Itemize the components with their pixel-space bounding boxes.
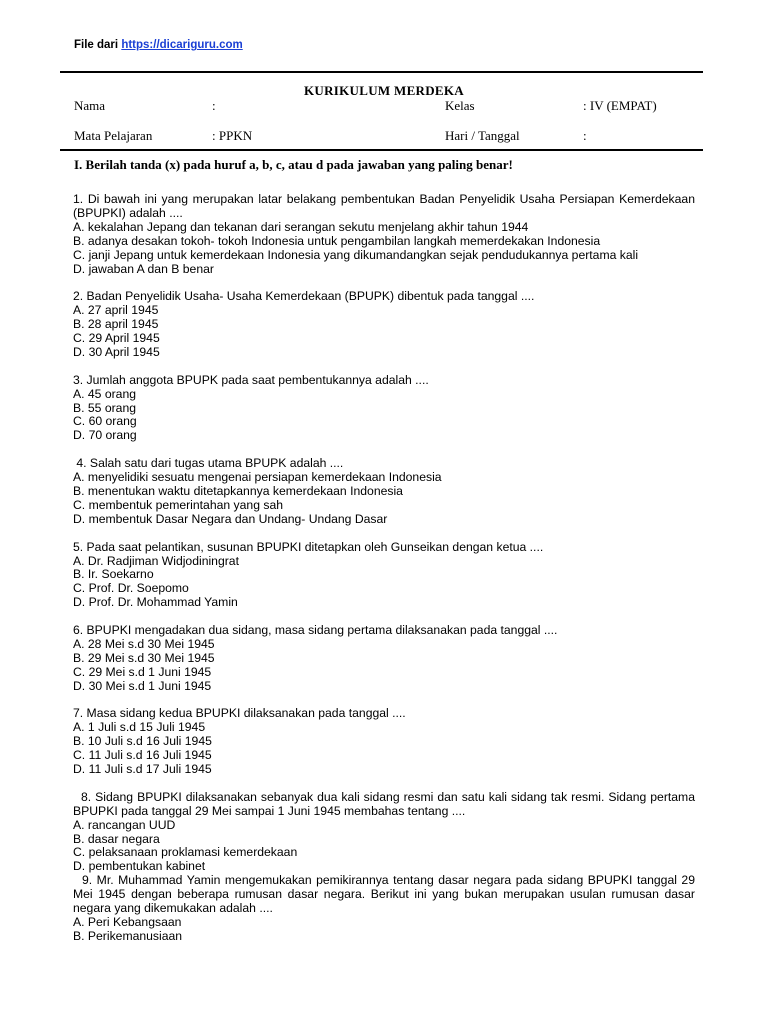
mapel-value: : PPKN bbox=[212, 128, 253, 143]
option-d: D. jawaban A dan B benar bbox=[73, 261, 214, 276]
hari-label: Hari / Tanggal bbox=[445, 128, 520, 143]
option-c: C. 29 Mei s.d 1 Juni 1945 bbox=[73, 664, 212, 679]
option-b: B. Ir. Soekarno bbox=[73, 567, 154, 582]
question-7 bbox=[73, 707, 695, 777]
option-c: C. janji Jepang untuk kemerdekaan Indonesia yang dikumandangkan sejak pendudukannya pertama kali bbox=[73, 247, 639, 262]
option-a: A. 27 april 1945 bbox=[73, 303, 159, 318]
source-prefix: File dari bbox=[74, 39, 119, 51]
source-link[interactable]: https://dicariguru.com bbox=[121, 39, 243, 51]
option-b: B. Perikemanusiaan bbox=[73, 928, 183, 943]
option-a: A. 45 orang bbox=[73, 386, 137, 401]
option-d: D. 70 orang bbox=[73, 428, 137, 443]
header-top-rule bbox=[60, 71, 703, 73]
nama-label: Nama bbox=[74, 98, 106, 113]
question-list bbox=[73, 192, 699, 944]
option-c: C. Prof. Dr. Soepomo bbox=[73, 581, 189, 596]
option-a: A. Peri Kebangsaan bbox=[73, 915, 182, 930]
option-a: A. 28 Mei s.d 30 Mei 1945 bbox=[73, 636, 215, 651]
question-text: 8. Sidang BPUPKI dilaksanakan sebanyak dua kali sidang resmi dan satu kali sidang tak resmi. Sidang pertama BPUPKI pada tanggal 29 Mei sampai 1 Juni 1945 membahas tentang .... bbox=[73, 789, 699, 818]
question-text: 3. Jumlah anggota BPUPK pada saat pembentukannya adalah .... bbox=[73, 372, 429, 387]
option-c: C. pelaksanaan proklamasi kemerdekaan bbox=[73, 845, 298, 860]
nama-colon: : bbox=[212, 98, 216, 113]
option-a: A. Dr. Radjiman Widjodiningrat bbox=[73, 553, 239, 568]
question-text: 7. Masa sidang kedua BPUPKI dilaksanakan pada tanggal .... bbox=[73, 706, 406, 721]
option-d: D. 11 Juli s.d 17 Juli 1945 bbox=[73, 762, 212, 777]
option-d: D. membentuk Dasar Negara dan Undang- Undang Dasar bbox=[73, 511, 388, 526]
kelas-label: Kelas bbox=[445, 98, 475, 113]
option-a: A. kekalahan Jepang dan tekanan dari serangan sekutu menjelang akhir tahun 1944 bbox=[73, 219, 529, 234]
instruction: I. Berilah tanda (x) pada huruf a, b, c, atau d pada jawaban yang paling benar! bbox=[74, 157, 513, 172]
page-title: KURIKULUM MERDEKA bbox=[303, 83, 464, 98]
option-d: D. 30 April 1945 bbox=[73, 344, 160, 359]
question-text: 9. Mr. Muhammad Yamin mengemukakan pemikirannya tentang dasar negara pada sidang BPUPKI tanggal 29 Mei 1945 dengan beberapa rumusan dasar negara. Berikut ini yang bukan merupakan usulan rumusan dasar negara yang dikemukakan adalah .... bbox=[73, 873, 699, 916]
question-1 bbox=[73, 193, 695, 276]
option-d: D. 30 Mei s.d 1 Juni 1945 bbox=[73, 678, 212, 693]
question-6 bbox=[73, 624, 695, 694]
question-text: 2. Badan Penyelidik Usaha- Usaha Kemerdekaan (BPUPK) dibentuk pada tanggal .... bbox=[73, 289, 535, 304]
hari-value: : bbox=[583, 128, 587, 143]
question-text: 5. Pada saat pelantikan, susunan BPUPKI ditetapkan oleh Gunseikan dengan ketua .... bbox=[73, 539, 544, 554]
option-a: A. menyelidiki sesuatu mengenai persiapan kemerdekaan Indonesia bbox=[73, 470, 442, 485]
mapel-label: Mata Pelajaran bbox=[74, 128, 153, 143]
question-8 bbox=[73, 789, 699, 874]
source-line bbox=[74, 39, 243, 51]
option-c: C. membentuk pemerintahan yang sah bbox=[73, 497, 284, 512]
option-b: B. dasar negara bbox=[73, 831, 160, 846]
option-c: C. 29 April 1945 bbox=[73, 331, 160, 346]
question-5 bbox=[73, 541, 695, 611]
question-2 bbox=[73, 290, 695, 360]
option-b: B. 29 Mei s.d 30 Mei 1945 bbox=[73, 650, 215, 665]
option-b: B. 28 april 1945 bbox=[73, 317, 159, 332]
kelas-value: : IV (EMPAT) bbox=[583, 98, 657, 113]
option-b: B. 55 orang bbox=[73, 400, 137, 415]
option-b: B. menentukan waktu ditetapkannya kemerdekaan Indonesia bbox=[73, 483, 403, 498]
option-d: D. pembentukan kabinet bbox=[73, 859, 206, 874]
option-c: C. 11 Juli s.d 16 Juli 1945 bbox=[73, 748, 212, 763]
question-text: 1. Di bawah ini yang merupakan latar belakang pembentukan Badan Penyelidik Usaha Persiapan Kemerdekaan (BPUPKI) adalah .... bbox=[73, 192, 695, 220]
option-b: B. 10 Juli s.d 16 Juli 1945 bbox=[73, 734, 212, 749]
question-3 bbox=[73, 374, 695, 444]
option-b: B. adanya desakan tokoh- tokoh Indonesia untuk pengambilan langkah memerdekakan Indonesia bbox=[73, 233, 601, 248]
option-a: A. rancangan UUD bbox=[73, 817, 176, 832]
question-text: 6. BPUPKI mengadakan dua sidang, masa sidang pertama dilaksanakan pada tanggal .... bbox=[73, 623, 558, 638]
question-9 bbox=[73, 873, 699, 944]
option-a: A. 1 Juli s.d 15 Juli 1945 bbox=[73, 720, 206, 735]
question-text: 4. Salah satu dari tugas utama BPUPK adalah .... bbox=[73, 456, 344, 471]
option-c: C. 60 orang bbox=[73, 414, 137, 429]
question-4 bbox=[73, 457, 695, 527]
option-d: D. Prof. Dr. Mohammad Yamin bbox=[73, 595, 238, 610]
header-bottom-rule bbox=[60, 149, 703, 151]
